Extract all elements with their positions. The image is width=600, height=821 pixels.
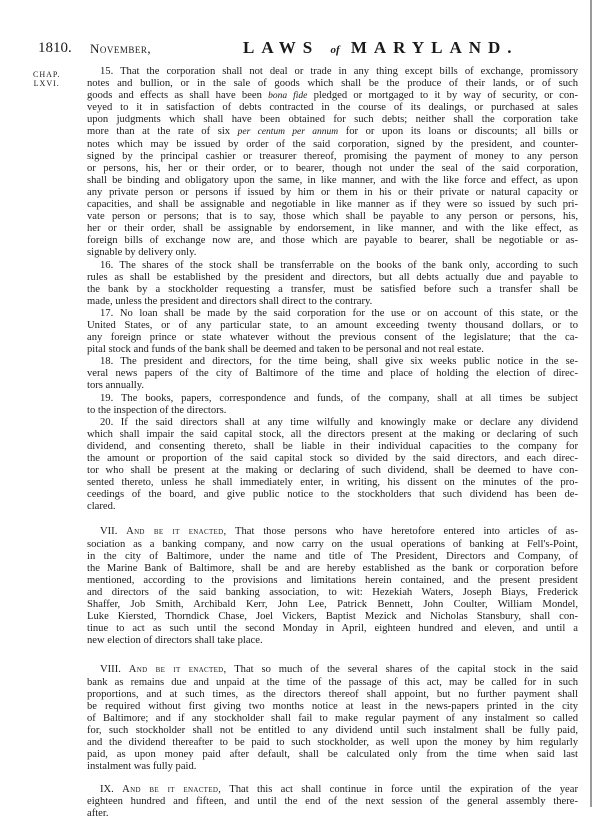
enacting-phrase: And be it enacted, xyxy=(122,784,222,796)
text-line: veral news papers of the city of Baltimore of the time and place of holding the election of direc- xyxy=(87,368,578,380)
text-line: which shall impair the said capital stock, all the directors present at the making or declaring of such xyxy=(87,428,578,440)
text-line: Luke Kiersted, Thorndick Chase, Joel Vickers, Baptist Mezick and Nicholas Stansbury, shall con- xyxy=(87,611,578,623)
text-line: notes which may be issued by order of the said corporation, signed by the president, and counter- xyxy=(87,138,578,150)
running-header xyxy=(38,38,578,58)
text-line: upon judgments which shall have been obtained for such debts; neither shall the corporation take xyxy=(87,114,578,126)
text-line: for, such stockholder shall not be entitled to any dividend until such instalment shall be fully paid, xyxy=(87,724,578,736)
section-first-line xyxy=(87,526,578,538)
text-line: 19. The books, papers, correspondence and funds, of the company, shall at all times be subject xyxy=(100,392,578,404)
text-line: vate person or persons; that is to say, those which shall be payable to any person or persons, his, xyxy=(87,211,578,223)
text-line: 18. The president and directors, for the time being, shall give six weeks public notice in the se- xyxy=(100,356,578,368)
text-line: and directors of the said banking association, to wit: Hezekiah Waters, Joseph Biays, Frederick xyxy=(87,586,578,598)
text-line: any foreign prince or state whatever without the previous consent of the legislature; that the ca- xyxy=(87,332,578,344)
section-first-line xyxy=(87,784,578,796)
text-line: 16. The shares of the stock shall be transferrable on the books of the bank only, according to such xyxy=(100,259,578,271)
section-first-line xyxy=(87,664,578,676)
text-line: the Marine Bank of Baltimore, shall be and are hereby established as the bank or corporation before xyxy=(87,562,578,574)
title-laws: LAWS xyxy=(243,38,320,57)
text-line: tinue to act as such until the second Monday in April, eighteen hundred and eleven, and until a xyxy=(87,623,578,635)
text-line: notes and bullion, or in the sale of goods which shall be the produce of their lands, or of such xyxy=(87,78,578,90)
title-of: of xyxy=(330,44,340,56)
text-line: mentioned, according to the provisions and limitations herein contained, and the present president xyxy=(87,574,578,586)
text-line: any private person or persons if issued by him or them in his or their private or natural capacity or xyxy=(87,186,578,198)
text-line: Shaffer, Job Smith, Archibald Kerr, John Lee, Patrick Bennett, John Coulter, William Mondel, xyxy=(87,599,578,611)
text-line: and the dividend thereafter to be paid to such stockholder, as well upon the money by him regularly xyxy=(87,736,578,748)
text-line: made, unless the president and directors shall direct to the contrary. xyxy=(87,295,373,307)
header-year: 1810. xyxy=(38,40,72,56)
text-line: tor who shall be present at the making or declaring of such dividend, shall be deemed to have con- xyxy=(87,465,578,477)
text-line: more than at the rate of six per centum per annum for or upon its loans or discounts; all bills or xyxy=(87,126,578,138)
first-line-text: That this act shall continue in force until the expiration of the year xyxy=(229,784,578,796)
text-line: United States, or of any particular state, to an amount exceeding twenty thousand dollars, or to xyxy=(87,319,578,331)
section-18 xyxy=(87,356,578,392)
section-number: VIII. xyxy=(100,664,121,676)
text-line: 17. No loan shall be made by the said corporation for the use or on account of this state, or the xyxy=(100,307,578,319)
section-number: VII. xyxy=(100,526,118,538)
section-17 xyxy=(87,308,578,356)
text-line: tors annually. xyxy=(87,380,144,392)
text-line: of Baltimore; and if any stockholder shall fail to make regular payment of any instalment so called xyxy=(87,712,578,724)
text-line: capacities, and shall be assignable and negotiable in like manner as if they were so issued by such pri- xyxy=(87,199,578,211)
text-line: to the inspection of the directors. xyxy=(87,404,227,416)
text-line: dividend, and consenting thereto, shall be liable in their individual capacities to the company for xyxy=(87,440,578,452)
text-line: goods and effects as shall have been bona fide pledged or mortgaged to it by way of security, or con- xyxy=(87,90,579,102)
text-line: foreign bills of exchange now are, and those which are payable to bearer, shall be negotiable or as- xyxy=(87,235,578,247)
text-line: new election of directors shall take place. xyxy=(87,635,263,647)
text-line: be required without first giving two months notice at least in the news-papers printed in the city xyxy=(87,700,578,712)
section-19 xyxy=(87,393,578,417)
enacted-section-vii xyxy=(87,526,578,647)
text-line: veyed to it in satisfaction of debts contracted in the course of its dealings, or purchased at sales xyxy=(87,102,578,114)
text-line: paid, as upon money paid after default, shall be calculated only from the time when said last xyxy=(87,749,578,761)
text-line: ceedings of the board, and give public notice to the stockholders that such dividend has been de- xyxy=(87,489,578,501)
text-line: shall be binding and obligatory upon the same, in like manner, and with the like force and effect, as upon xyxy=(87,174,578,186)
chap-label: CHAP. xyxy=(33,70,61,79)
text-line: after. xyxy=(87,808,109,820)
text-line: 20. If the said directors shall at any time wilfully and knowingly make or declare any dividend xyxy=(100,416,578,428)
text-line: the amount or proportion of the said capital stock so divided by the said directors, and each direc- xyxy=(87,453,578,464)
enacting-phrase: And be it enacted, xyxy=(128,664,227,676)
text-line: or persons, his, her or their order, or to bearer, though not under the seal of the said corporation, xyxy=(87,162,578,174)
enacted-section-ix xyxy=(87,784,578,820)
title-maryland: MARYLAND. xyxy=(350,38,519,57)
header-title xyxy=(243,38,519,58)
text-line: proportions, and at such times, as the directors thereof shall appoint, but no further payment shall xyxy=(87,688,578,700)
chap-number: LXVI. xyxy=(33,79,60,88)
text-line: instalment was fully paid. xyxy=(87,761,197,773)
document-body xyxy=(87,66,578,821)
text-line: signable by delivery only. xyxy=(87,247,197,259)
page-edge xyxy=(590,0,592,807)
text-line: her or their order, shall be assignable by endorsement, in like manner, and with the like effect, as xyxy=(87,223,578,235)
text-line: pital stock and funds of the bank shall be deemed and taken to be personal and not real estate. xyxy=(87,344,484,356)
text-line: clared. xyxy=(87,501,116,513)
first-line-text: That those persons who have heretofore entered into articles of as- xyxy=(235,526,578,538)
text-line: bank as remains due and unpaid at the time of the passage of this act, may be called for in such xyxy=(87,676,578,688)
first-line-text: That so much of the several shares of the capital stock in the said xyxy=(234,664,578,676)
text-line: sociation as a banking company, and now carry on the usual operations of banking at Fell's-Point, xyxy=(87,538,578,550)
text-line: 15. That the corporation shall not deal or trade in any thing except bills of exchange, promissory xyxy=(100,66,578,77)
text-line: signed by the principal cashier or treasurer thereof, promising the payment of money to any person xyxy=(87,150,578,162)
text-line: eighteen hundred and fifteen, and until the end of the next session of the general assembly there- xyxy=(87,796,578,808)
enacted-section-viii xyxy=(87,664,578,773)
section-number: IX. xyxy=(100,784,114,796)
enacting-phrase: And be it enacted, xyxy=(126,526,227,538)
section-20 xyxy=(87,417,578,514)
text-line: the bank by a stockholder requesting a transfer, must be satisfied before such a transfer shall be xyxy=(87,283,578,295)
header-month: November, xyxy=(90,41,152,56)
section-15 xyxy=(87,66,578,260)
section-16 xyxy=(87,260,578,308)
text-line: in the city of Baltimore, under the name and title of The President, Directors and Company, of xyxy=(87,550,578,562)
text-line: rules as shall be established by the president and directors, but all debts actually due and payable to xyxy=(87,271,578,283)
text-line: sented thereto, unless he shall immediately enter, in writing, his dissent on the minutes of the pro- xyxy=(87,477,578,489)
chapter-marginal-note xyxy=(33,70,60,88)
